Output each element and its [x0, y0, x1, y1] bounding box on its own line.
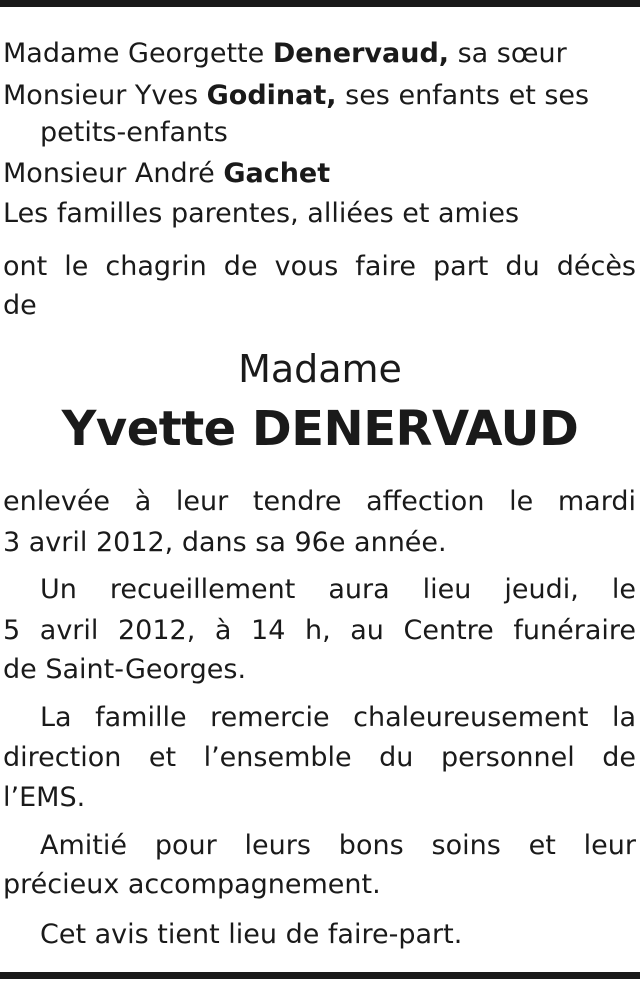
bottom-border-rule: [0, 972, 640, 979]
body-p3-line3: l’EMS.: [3, 782, 86, 813]
body-p2-line1: Un recueillement aura lieu jeudi, le: [40, 574, 636, 605]
body-p3-line1: La famille remercie chaleureusement la: [40, 702, 636, 733]
body-p5-line1: Cet avis tient lieu de faire-part.: [40, 919, 463, 950]
announcement-line-cont: de: [3, 290, 37, 321]
body-p1-line1: enlevée à leur tendre affection le mardi: [3, 486, 636, 517]
body-p2-line2: 5 avril 2012, à 14 h, au Centre funéraire: [3, 615, 636, 646]
family-line-sister: Madame Georgette Denervaud, sa sœur: [3, 38, 567, 69]
deceased-name: Yvette DENERVAUD: [61, 401, 579, 457]
body-p4-line2: précieux accompagnement.: [3, 869, 381, 900]
body-p1-line2: 3 avril 2012, dans sa 96e année.: [3, 527, 447, 558]
body-p2-line3: de Saint-Georges.: [3, 654, 247, 685]
family-line-godinat: Monsieur Yves Godinat, ses enfants et ses: [3, 80, 590, 111]
family-line-godinat-cont: petits-enfants: [40, 117, 228, 148]
body-p4-line1: Amitié pour leurs bons soins et leur: [40, 830, 636, 861]
body-p3-line2: direction et l’ensemble du personnel de: [3, 742, 636, 773]
family-line-relatives: Les familles parentes, alliées et amies: [3, 198, 520, 229]
announcement-line: ont le chagrin de vous faire part du décès: [3, 251, 636, 282]
deceased-title: Madame: [238, 347, 402, 391]
top-border-rule: [0, 0, 640, 7]
family-line-gachet: Monsieur André Gachet: [3, 158, 331, 189]
